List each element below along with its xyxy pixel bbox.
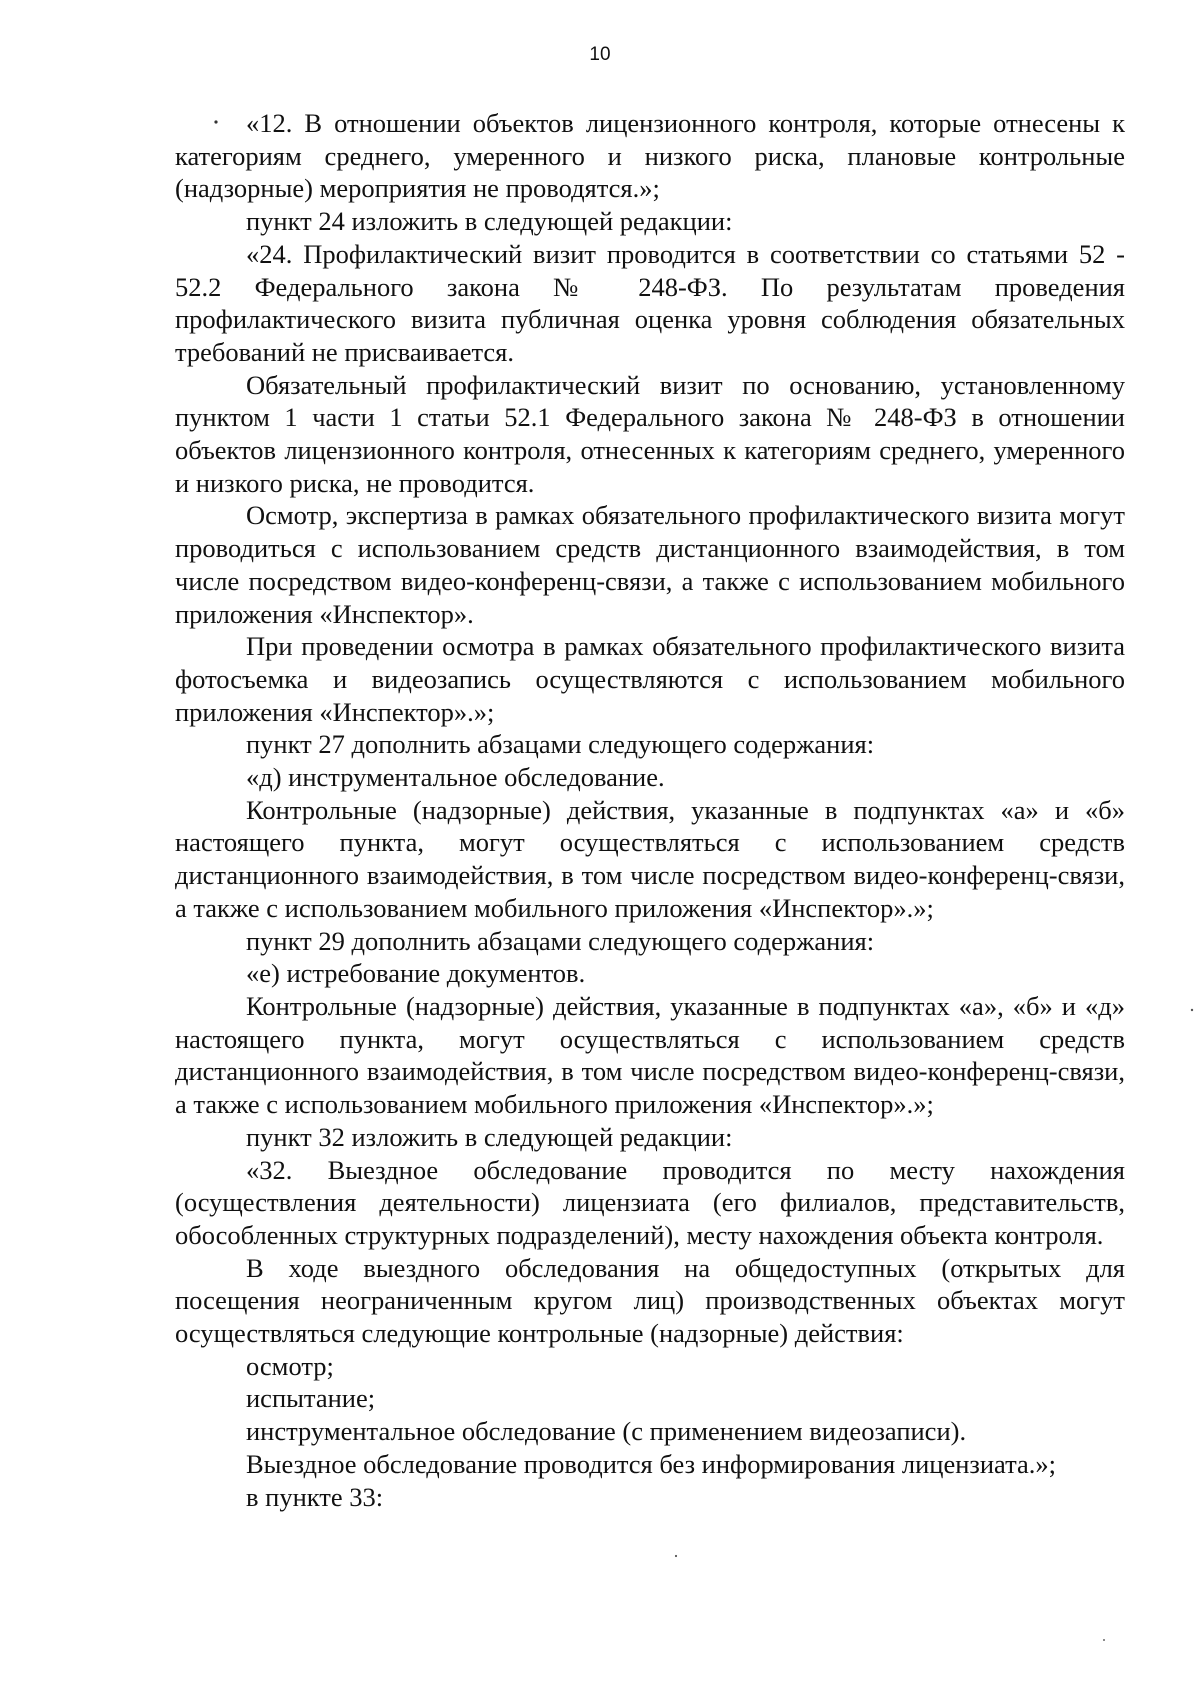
paragraph-27-d: «д) инструментальное обследование. (246, 762, 665, 793)
paragraph-29-actions: Контрольные (надзорные) действия, указанные в подпунктах «а», «б» и «д» настоящего пункта, могут осуществляться с использованием средств дистанционного взаимодействия, в том числе посредством видео-конференц-связи, а также с использованием мобильного приложения «Инспектор».»; (175, 990, 1125, 1120)
paragraph-27-actions: Контрольные (надзорные) действия, указанные в подпунктах «а» и «б» настоящего пункта, могут осуществляться с использованием средств дистанционного взаимодействия, в том числе посредством видео-конференц-связи, а также с использованием мобильного приложения «Инспектор».»; (175, 794, 1125, 923)
paragraph-item-32-intro: пункт 32 изложить в следующей редакции: (246, 1121, 733, 1152)
paragraph-item-33-intro: в пункте 33: (246, 1481, 384, 1512)
document-body (175, 107, 1125, 1513)
paragraph-no-notice: Выездное обследование проводится без информирования лицензиата.»; (246, 1448, 1057, 1479)
paragraph-12: «12. В отношении объектов лицензионного контроля, которые отнесены к категориям среднего, умеренного и низкого риска, плановые контрольные (надзорные) мероприятия не проводятся.»; (175, 108, 1125, 204)
paragraph-item-27-intro: пункт 27 дополнить абзацами следующего содержания: (246, 729, 875, 760)
paragraph-inspection-remote: Осмотр, экспертиза в рамках обязательного профилактического визита могут проводиться с использованием средств дистанционного взаимодействия, в том числе посредством видео-конференц-связи, а также с использованием мобильного приложения «Инспектор». (175, 500, 1125, 629)
paragraph-photo-video: При проведении осмотра в рамках обязательного профилактического визита фотосъемка и видеозапись осуществляются с использованием мобильного приложения «Инспектор».»; (175, 631, 1125, 727)
list-item-inspection: осмотр; (246, 1350, 334, 1381)
paragraph-29-e: «е) истребование документов. (246, 958, 586, 989)
paragraph-item-29-intro: пункт 29 дополнить абзацами следующего содержания: (246, 925, 875, 956)
list-item-testing: испытание; (246, 1383, 376, 1414)
page-number: 10 (589, 44, 611, 65)
paragraph-item-24-intro: пункт 24 изложить в следующей редакции: (246, 206, 733, 237)
scan-speck (1103, 1639, 1105, 1641)
list-item-instrumental: инструментальное обследование (с применением видеозаписи). (246, 1416, 967, 1447)
paragraph-field-inspection-actions: В ходе выездного обследования на общедоступных (открытых для посещения неограниченным кругом лиц) производственных объектах могут осуществляться следующие контрольные (надзорные) действия: (175, 1252, 1125, 1349)
scan-speck (1191, 1009, 1193, 1011)
paragraph-24: «24. Профилактический визит проводится в соответствии со статьями 52 - 52.2 Федерального закона № 248-ФЗ. По результатам проведения профилактического визита публичная оценка уровня соблюдения обязательных требований не присваивается. (175, 238, 1125, 367)
paragraph-mandatory-visit: Обязательный профилактический визит по основанию, установленному пунктом 1 части 1 статьи 52.1 Федерального закона № 248-ФЗ в отношении объектов лицензионного контроля, отнесенных к категориям среднего, умеренного и низкого риска, не проводится. (175, 369, 1125, 498)
paragraph-32: «32. Выездное обследование проводится по месту нахождения (осуществления деятельности) лицензиата (его филиалов, представительств, обособленных структурных подразделений), месту нахождения объекта контроля. (175, 1154, 1125, 1250)
scan-speck (675, 1555, 677, 1557)
